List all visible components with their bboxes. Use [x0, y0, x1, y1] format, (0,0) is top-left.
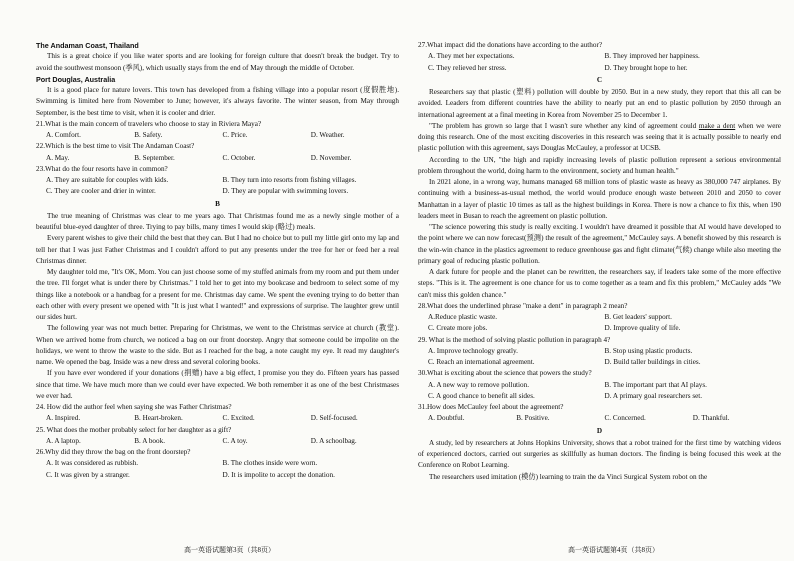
option: C. Price. — [222, 131, 248, 139]
option: A. A new way to remove pollution. — [428, 380, 530, 389]
page-footer-left: 高一英语试题第3页（共8页） — [184, 546, 275, 554]
option: C. A good chance to benefit all sides. — [428, 391, 535, 400]
port-douglas-title: Port Douglas, Australia — [36, 74, 116, 84]
passage-c-paragraph-2 — [418, 121, 781, 155]
option: A. Inspired. — [46, 414, 81, 423]
page-footer-right: 高一英语试题第4页（共8页） — [568, 546, 659, 554]
option: C. Reach an international agreement. — [428, 358, 535, 366]
option: A. They met her expectations. — [428, 52, 515, 61]
option: C. Excited. — [222, 414, 255, 423]
passage-b-paragraph: Every parent wishes to give their child the best that they can. But I had no choice but to pull my little girl onto my lap and tell her that I was just Father Christmas and I couldn't afford to put any presents under the tree for her or feed her a real Christmas dinner. — [36, 234, 399, 265]
question-26: 26.Why did they throw the bag on the front doorstep? — [36, 448, 191, 456]
option: B. They improved her happiness. — [604, 52, 700, 61]
passage-c-paragraph: Researchers say that plastic (塑料) pollution will double by 2050. But in a new study, they report that this all can be avoided. Leaders from different countries have the ability to nearly put an end to plastic pollution by 2050 through an international agreement at a final meeting in Korea from November 25 to December 1. — [418, 88, 781, 119]
option: A.Reduce plastic waste. — [428, 313, 498, 321]
option: C. They are cooler and drier in winter. — [46, 187, 156, 196]
option: B. Heart-broken. — [134, 414, 183, 423]
option: B. Stop using plastic products. — [604, 346, 693, 355]
passage-c-paragraph: A dark future for people and the planet can be rewritten, the researchers say, if leaders take some of the more effective steps. "This is it. The agreement is one chance for us to come together as a team and fix this problem," McCauley adds "We can't miss this golden chance." — [418, 268, 781, 299]
passage-b-paragraph: If you have ever wondered if your donations (捐赠) have a big effect, I promise you they do. Fifteen years has passed since that time. We have much more than we could ever have expected. We both remember it as one of the best Christmases we ever had. — [36, 369, 399, 400]
option: B. Positive. — [516, 414, 550, 423]
option: D. Self-focused. — [310, 414, 358, 423]
passage-b-paragraph: The true meaning of Christmas was clear to me years ago. That Christmas found me as a newly single mother of a beautiful blue-eyed daughter of three. Trying to pay bills, many times I would skip (略过) meals. — [36, 211, 399, 231]
option: B. September. — [134, 153, 175, 162]
passage-d-paragraph: The researchers used imitation (模仿) learning to train the da Vinci Surgical System robot on the — [429, 472, 708, 481]
option: A. They are suitable for couples with kids. — [46, 176, 169, 184]
option: D. A primary goal researchers set. — [604, 391, 703, 400]
text-run: when we were doing this research. One of the most exciting discoveries in this research was seeing that it is actually possible to nearly end plastic pollution with this agreement, says Douglas McCauley, a professor at UCSB. — [418, 121, 781, 153]
option: B. The clothes inside were worn. — [222, 459, 318, 468]
question-27-options — [418, 51, 781, 74]
option: A. Comfort. — [46, 131, 81, 139]
option: C. October. — [222, 153, 256, 162]
passage-c-paragraph: According to the UN, "the high and rapidly increasing levels of plastic pollution represent a serious environmental problem throughout the world, doing harm to the environment, society and human health." — [418, 155, 781, 175]
question-31: 31.How does McCauley feel about the agreement? — [418, 403, 564, 411]
option: B. The important part that AI plays. — [604, 380, 707, 389]
andaman-text: This is a great choice if you like water sports and are looking for foreign culture that doesn't break the budget. Try to avoid the southwest monsoon (季风), which usually stays from the end of May through the middle of October. — [36, 52, 399, 72]
option: D. Weather. — [310, 131, 345, 139]
option: D. It is impolite to accept the donation. — [222, 470, 335, 479]
question-30-options — [418, 380, 781, 403]
option: A. A laptop. — [46, 436, 81, 445]
question-29-options — [418, 346, 781, 369]
option: D. Improve quality of life. — [604, 324, 681, 333]
andaman-title: The Andaman Coast, Thailand — [36, 41, 139, 50]
option: B. They turn into resorts from fishing villages. — [222, 176, 357, 184]
question-25-options — [36, 436, 399, 447]
passage-b-paragraph: My daughter told me, "It's OK, Mom. You can just choose some of my stuffed animals from my room and put them under the tree. I'll forget what is under there by Christmas." I told her to get into my bookcase and bedroom to select some of my things like a notebook or a handbag for a present for me. Christmas day came. We spent the evening trying to do better than each other with every present we opened with "It is just what I wanted!" and expressions of surprise. The laughter grew until our sides hurt. — [36, 268, 399, 321]
question-27: 27.What impact did the donations have according to the author? — [418, 41, 603, 49]
option: D. A schoolbag. — [310, 436, 357, 445]
section-c-heading: C — [596, 75, 603, 84]
right-column — [418, 40, 781, 483]
option: C. They relieved her stress. — [428, 63, 507, 72]
section-d-heading: D — [596, 426, 603, 435]
left-column — [36, 40, 399, 481]
option: A. It was considered as rubbish. — [46, 459, 139, 468]
section-b-heading: B — [215, 199, 220, 208]
question-23-options — [36, 175, 399, 198]
option: B. A book. — [134, 436, 166, 445]
option: B. Safety. — [134, 131, 163, 139]
underlined-phrase: make a dent — [698, 121, 736, 130]
text-run: "The problem has grown so large that I wasn't sure whether any kind of agreement could — [429, 121, 699, 130]
question-23: 23.What do the four resorts have in common? — [36, 164, 168, 173]
port-douglas-text: It is a good place for nature lovers. This town has developed from a fishing village into a popular resort (度假胜地). Swimming is limited here from November to June; however, it's always favorite. The winter season, from May through September, is the best time to visit, when it is cooler and drier. — [36, 86, 399, 117]
question-26-options — [36, 458, 399, 481]
question-21-options — [36, 130, 399, 141]
option: C. It was given by a stranger. — [46, 470, 130, 479]
option: D. They are popular with swimming lovers. — [222, 187, 349, 196]
option: A. Improve technology greatly. — [428, 346, 518, 355]
question-30: 30.What is exciting about the science that powers the study? — [418, 369, 592, 378]
option: A. Doubtful. — [428, 414, 465, 423]
option: C. Concerned. — [604, 414, 646, 423]
question-24-options — [36, 413, 399, 424]
passage-d-paragraph: A study, led by researchers at Johns Hopkins University, shows that a robot trained for the first time by watching videos of experienced doctors, carried out surgeries as skillfully as human doctors. The finding is being focused this week at the Conference on Robot Learning. — [418, 438, 781, 470]
option: D. November. — [310, 153, 352, 162]
question-25: 25. What does the mother probably select for her daughter as a gift? — [36, 425, 232, 434]
question-21: 21.What is the main concern of travelers who choose to stay in Riviera Maya? — [36, 119, 262, 128]
question-31-options — [418, 413, 781, 424]
option: D. They brought hope to her. — [604, 63, 688, 72]
question-29: 29. What is the method of solving plastic pollution in paragraph 4? — [418, 335, 611, 344]
question-24: 24. How did the author feel when saying she was Father Christmas? — [36, 403, 232, 411]
question-28-options — [418, 312, 781, 335]
passage-c-paragraph: In 2021 alone, in a wrong way, humans managed 68 million tons of plastic waste as heavy as 380,000 747 airplanes. By continuing with a business-as-usual method, the world would produce enough waste between 2010 and 2050 to cover Manhattan in a layer of plastic 10 times as tall as the highest buildings in Korea. There is now a chance to fix this, when 190 leaders meet in Busan to reach the agreement on plastic pollution. — [418, 178, 781, 220]
passage-b-paragraph: The following year was not much better. Preparing for Christmas, we went to the Christmas service at church (教堂). When we arrived home from church, we noticed a bag on our front doorstep. Angry that someone could be impolite on the holidays, we went to throw the waste to the side. But as I reached for the bag, a note caught my eye. It read my daughter's name. We opened the bag. Inside was a new dress and several coloring books. — [36, 324, 399, 366]
question-22-options — [36, 153, 399, 164]
option: B. Get leaders' support. — [604, 313, 672, 321]
option: C. A toy. — [222, 436, 248, 445]
option: D. Thankful. — [692, 414, 730, 423]
option: A. May. — [46, 153, 70, 162]
option: D. Build taller buildings in cities. — [604, 358, 701, 366]
question-28: 28.What does the underlined phrase "make a dent" in paragraph 2 mean? — [418, 301, 628, 310]
passage-c-paragraph: "The science powering this study is really exciting. I wouldn't have dreamed it possible that AI would have developed to the point where we can now forecast(预测) the result of the agreement," McCauley says. A benefit showed by this research is the win-win chance in the plastics agreement to reduce greenhouse gas and fight climate(气候) change while also meeting the primary goal of reducing plastic pollution. — [418, 223, 781, 265]
question-22: 22.Which is the best time to visit The Andaman Coast? — [36, 142, 195, 151]
option: C. Create more jobs. — [428, 324, 488, 333]
